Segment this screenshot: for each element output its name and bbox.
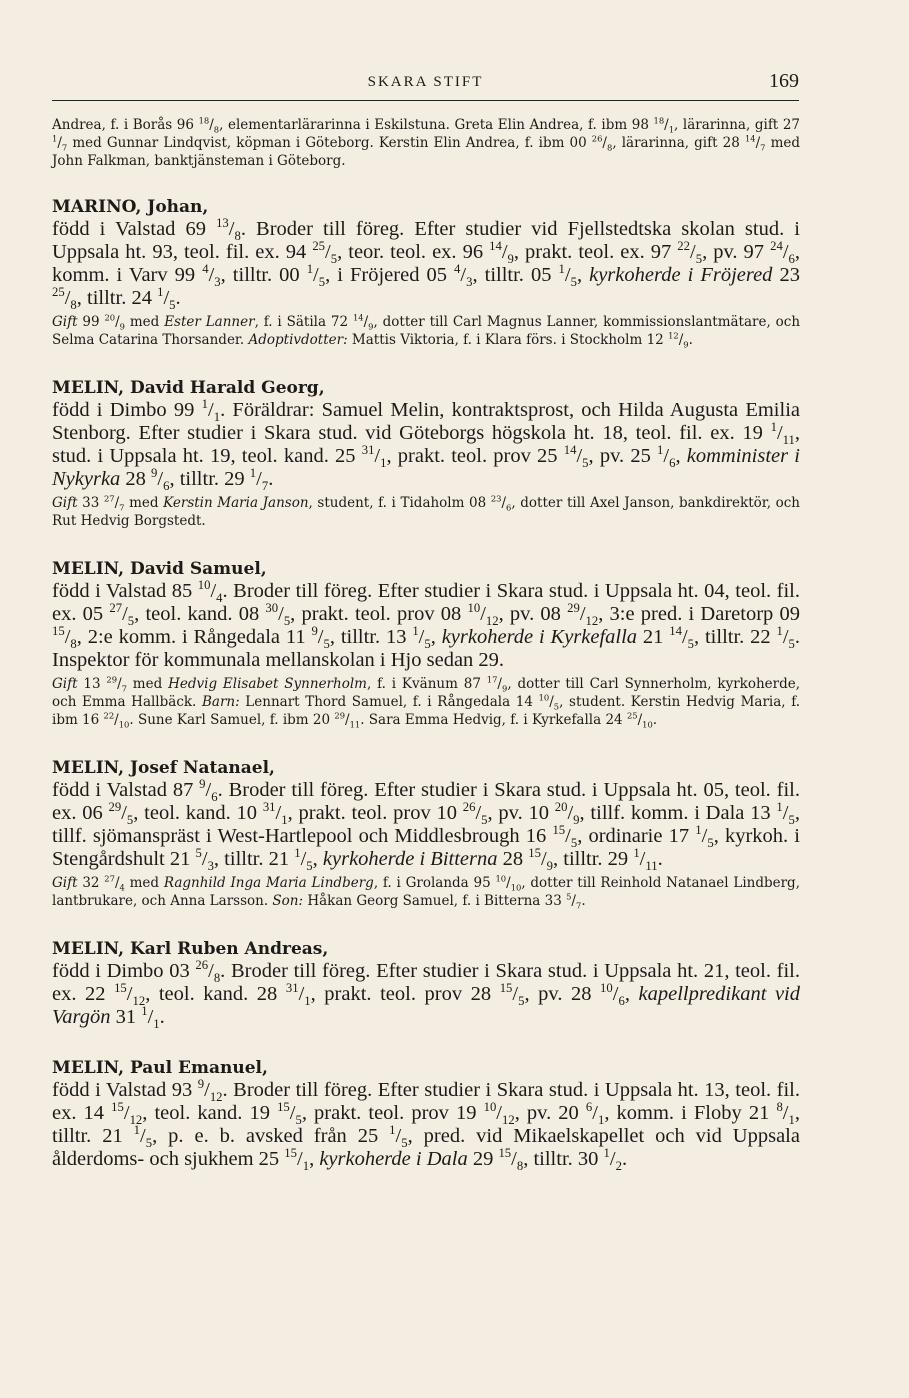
- biography-entry: [52, 938, 800, 1032]
- page-content: [52, 115, 801, 1174]
- continuation-paragraph: Andrea, f. i Borås 96 $^{18}/_8$, elementarlärarinna i Eskilstuna. Greta Elin Andrea, f. ibm 98 $^{18}/_1$, lärarinna, gift 27 $^1/_7$ med Gunnar Lindqvist, köpman i Göteborg. Kerstin Elin Andrea, f. ibm 00 $^{26}/_8$, lärarinna, gift 28 $^{14}/_7$ med John Falkman, banktjänsteman i Göteborg.: [52, 115, 800, 169]
- entry-career: född i Dimbo 03 $^{26}/_8$. Broder till föreg. Efter studier i Skara stud. i Uppsala ht. 21, teol. fil. ex. 22 $^{15}/_{12}$, teol. kand. 28 $^{31}/_1$, prakt. teol. prov 28 $^{15}/_5$, pv. 28 $^{10}/_6$, kapellpredikant vid Vargön 31 $^1/_1$.: [52, 958, 800, 1032]
- entry-career: född i Valstad 93 $^9/_{12}$. Broder till föreg. Efter studier i Skara stud. i Uppsala ht. 13, teol. fil. ex. 14 $^{15}/_{12}$, teol. kand. 19 $^{15}/_5$, prakt. teol. prov 19 $^{10}/_{12}$, pv. 20 $^6/_1$, komm. i Floby 21 $^8/_1$, tilltr. 21 $^1/_5$, p. e. b. avsked från 25 $^1/_5$, pred. vid Mikaelskapellet och vid Uppsala ålderdoms- och sjukhem 25 $^{15}/_1$, kyrkoherde i Dala 29 $^{15}/_8$, tilltr. 30 $^1/_2$.: [52, 1077, 800, 1174]
- biography-entry: [52, 558, 800, 729]
- page-header: [52, 70, 799, 101]
- biography-entry: [52, 377, 800, 530]
- biography-entry: [52, 757, 800, 910]
- biography-entry: [52, 196, 800, 349]
- entry-family: Gift 99 $^{20}/_9$ med Ester Lanner, f. i Sätila 72 $^{14}/_9$, dotter till Carl Magnus Lanner, kommissionslantmätare, och Selma Catarina Thorsander. Adoptivdotter: Mattis Viktoria, f. i Klara förs. i Stockholm 12 $^{12}/_9$.: [52, 312, 801, 350]
- entry-family: Gift 32 $^{27}/_4$ med Ragnhild Inga Maria Lindberg, f. i Grolanda 95 $^{10}/_{10}$, dotter till Reinhold Natanael Lindberg, lantbrukare, och Anna Larsson. Son: Håkan Georg Samuel, f. i Bitterna 33 $^5/_7$.: [52, 873, 800, 911]
- entry-career: född i Dimbo 99 $^1/_1$. Föräldrar: Samuel Melin, kontraktsprost, och Hilda Augusta Emilia Stenborg. Efter studier i Skara stud. vid Göteborgs högskola ht. 18, teol. fil. ex. 19 $^1/_{11}$, stud. i Uppsala ht. 19, teol. kand. 25 $^{31}/_1$, prakt. teol. prov 25 $^{14}/_5$, pv. 25 $^1/_6$, komminister i Nykyrka 28 $^9/_6$, tilltr. 29 $^1/_7$.: [52, 397, 800, 494]
- entry-name: MELIN, David Samuel,: [52, 559, 267, 579]
- entry-career: född i Valstad 87 $^9/_6$. Broder till föreg. Efter studier i Skara stud. i Uppsala ht. 05, teol. fil. ex. 06 $^{29}/_5$, teol. kand. 10 $^{31}/_1$, prakt. teol. prov 10 $^{26}/_5$, pv. 10 $^{20}/_9$, tillf. komm. i Dala 13 $^1/_5$, tillf. sjömanspräst i West-Hartlepool och Middlesbrough 16 $^{15}/_5$, ordinarie 17 $^1/_5$, kyrkoh. i Stengårdshult 21 $^5/_3$, tilltr. 21 $^1/_5$, kyrkoherde i Bitterna 28 $^{15}/_9$, tilltr. 29 $^1/_{11}$.: [52, 777, 800, 874]
- biography-entry: [52, 1057, 800, 1174]
- page-number: 169: [769, 70, 799, 92]
- entry-career: född i Valstad 85 $^{10}/_4$. Broder till föreg. Efter studier i Skara stud. i Uppsala ht. 04, teol. fil. ex. 05 $^{27}/_5$, teol. kand. 08 $^{30}/_5$, prakt. teol. prov 08 $^{10}/_{12}$, pv. 08 $^{29}/_{12}$, 3:e pred. i Daretorp 09 $^{15}/_8$, 2:e komm. i Rångedala 11 $^9/_5$, tilltr. 13 $^1/_5$, kyrkoherde i Kyrkefalla 21 $^{14}/_5$, tilltr. 22 $^1/_5$. Inspektor för kommunala mellanskolan i Hjo sedan 29.: [52, 578, 801, 671]
- entry-name: MELIN, David Harald Georg,: [52, 378, 325, 398]
- entry-name: MELIN, Paul Emanuel,: [52, 1058, 268, 1078]
- running-head: SKARA STIFT: [367, 74, 484, 90]
- entry-family: Gift 33 $^{27}/_7$ med Kerstin Maria Janson, student, f. i Tidaholm 08 $^{23}/_6$, dotter till Axel Janson, bankdirektör, och Rut Hedvig Borgstedt.: [52, 493, 801, 529]
- entry-name: MARINO, Johan,: [52, 197, 209, 217]
- entry-name: MELIN, Josef Natanael,: [52, 758, 275, 778]
- entry-career: född i Valstad 69 $^{13}/_8$. Broder till föreg. Efter studier vid Fjellstedtska skolan stud. i Uppsala ht. 93, teol. fil. ex. 94 $^{25}/_5$, teor. teol. ex. 96 $^{14}/_9$, prakt. teol. ex. 97 $^{22}/_5$, pv. 97 $^{24}/_6$, komm. i Varv 99 $^4/_3$, tilltr. 00 $^1/_5$, i Fröjered 05 $^4/_3$, tilltr. 05 $^1/_5$, kyrkoherde i Fröjered 23 $^{25}/_8$, tilltr. 24 $^1/_5$.: [52, 216, 800, 313]
- entry-family: Gift 13 $^{29}/_7$ med Hedvig Elisabet Synnerholm, f. i Kvänum 87 $^{17}/_9$, dotter till Carl Synnerholm, kyrkoherde, och Emma Hallbäck. Barn: Lennart Thord Samuel, f. i Rångedala 14 $^{10}/_5$, student. Kerstin Hedvig Maria, f. ibm 16 $^{22}/_{10}$. Sune Karl Samuel, f. ibm 20 $^{29}/_{11}$. Sara Emma Hedvig, f. i Kyrkefalla 24 $^{25}/_{10}$.: [52, 674, 801, 730]
- entry-name: MELIN, Karl Ruben Andreas,: [52, 939, 329, 959]
